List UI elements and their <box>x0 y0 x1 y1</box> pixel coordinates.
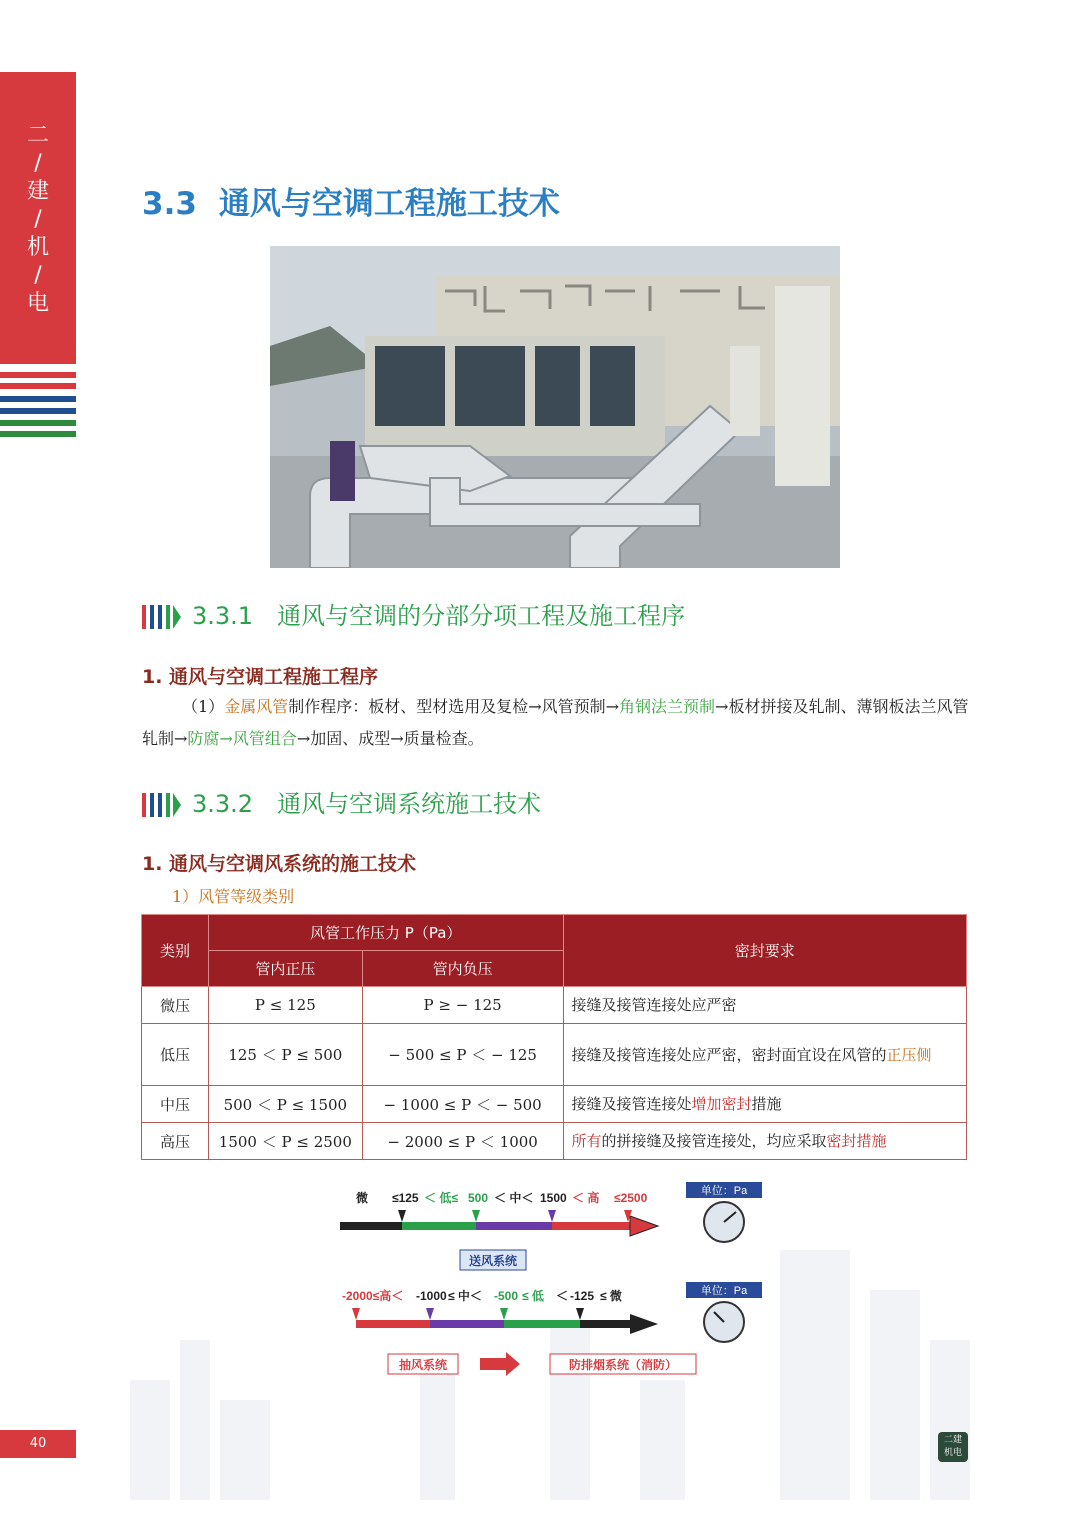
section-marker-icon <box>142 604 182 630</box>
publisher-logo: 二建 机电 <box>938 1432 968 1462</box>
chapter-tab-label: 二 / 建 / 机 / 电 <box>26 123 49 316</box>
diagram-top-text: 微 <box>356 1191 369 1205</box>
table-row: 高压 1500 ＜ P ≤ 2500 − 2000 ≤ P ＜ 1000 所有的拼接缝及接管连接处，均应采取密封措施 <box>142 1123 967 1160</box>
section-heading-3-3-2 <box>142 784 541 818</box>
section-number: 3.3.1 <box>192 602 254 630</box>
sidebar-stripe <box>0 372 76 378</box>
header-pressure: 风管工作压力 P（Pa） <box>208 915 563 951</box>
subsection-heading: 1. 通风与空调风系统的施工技术 <box>142 853 417 875</box>
header-seal: 密封要求 <box>563 915 967 987</box>
exhaust-system-label: 抽风系统 <box>398 1358 448 1372</box>
rooftop-hvac-photo <box>270 246 840 568</box>
sidebar-stripe <box>0 420 76 426</box>
page-number: 40 <box>0 1430 76 1458</box>
section-number: 3.3.2 <box>192 790 254 818</box>
smoke-system-label: 防排烟系统（消防） <box>568 1358 678 1372</box>
list-item-duct-class: 1）风管等级类别 <box>172 887 295 906</box>
sidebar-stripe <box>0 408 76 414</box>
unit-label: 单位：Pa <box>700 1285 748 1297</box>
sidebar-stripe <box>0 431 76 437</box>
table-row: 低压 125 ＜ P ≤ 500 − 500 ≤ P ＜ − 125 接缝及接管连接处应严密，密封面宜设在风管的正压侧 <box>142 1024 967 1086</box>
svg-text:微 ≤125 ＜ 低≤ 500: 微 ≤125 ＜ 低≤ 500 ＜ 中＜ 1500 ＜ 高 ≤2500 <box>356 1191 648 1205</box>
chapter-heading <box>142 178 560 223</box>
table-row: 微压 P ≤ 125 P ≥ − 125 接缝及接管连接处应严密 <box>142 987 967 1024</box>
section-title: 通风与空调系统施工技术 <box>277 790 542 818</box>
header-positive: 管内正压 <box>208 951 362 987</box>
subsection-heading: 1. 通风与空调工程施工程序 <box>142 666 379 688</box>
section-marker-icon <box>142 792 182 818</box>
svg-text:-2000≤高＜ -1000 ≤ 中＜: -2000≤高＜ -1000 ≤ 中＜ -500 ≤ 低 ＜ -125 ≤ 微 <box>342 1289 622 1303</box>
section-heading-3-3-1 <box>142 596 685 630</box>
table-row: 中压 500 ＜ P ≤ 1500 − 1000 ≤ P ＜ − 500 接缝及接管连接处增加密封措施 <box>142 1086 967 1123</box>
header-category: 类别 <box>142 915 209 987</box>
supply-system-label: 送风系统 <box>468 1254 518 1268</box>
section-title: 通风与空调的分部分项工程及施工程序 <box>277 602 686 630</box>
pressure-class-diagram <box>330 1176 780 1386</box>
sidebar-stripe <box>0 383 76 389</box>
duct-class-table <box>141 914 967 1160</box>
chapter-number: 3.3 <box>142 186 197 222</box>
procedure-paragraph: （1）金属风管制作程序：板材、型材选用及复检→风管预制→角钢法兰预制→板材拼接及轧制、薄钢板法兰风管轧制→防腐→风管组合→加固、成型→质量检查。 <box>142 697 969 748</box>
chapter-title: 通风与空调工程施工技术 <box>218 186 560 222</box>
header-negative: 管内负压 <box>362 951 563 987</box>
sidebar-stripe <box>0 396 76 402</box>
unit-label: 单位：Pa <box>700 1185 748 1197</box>
